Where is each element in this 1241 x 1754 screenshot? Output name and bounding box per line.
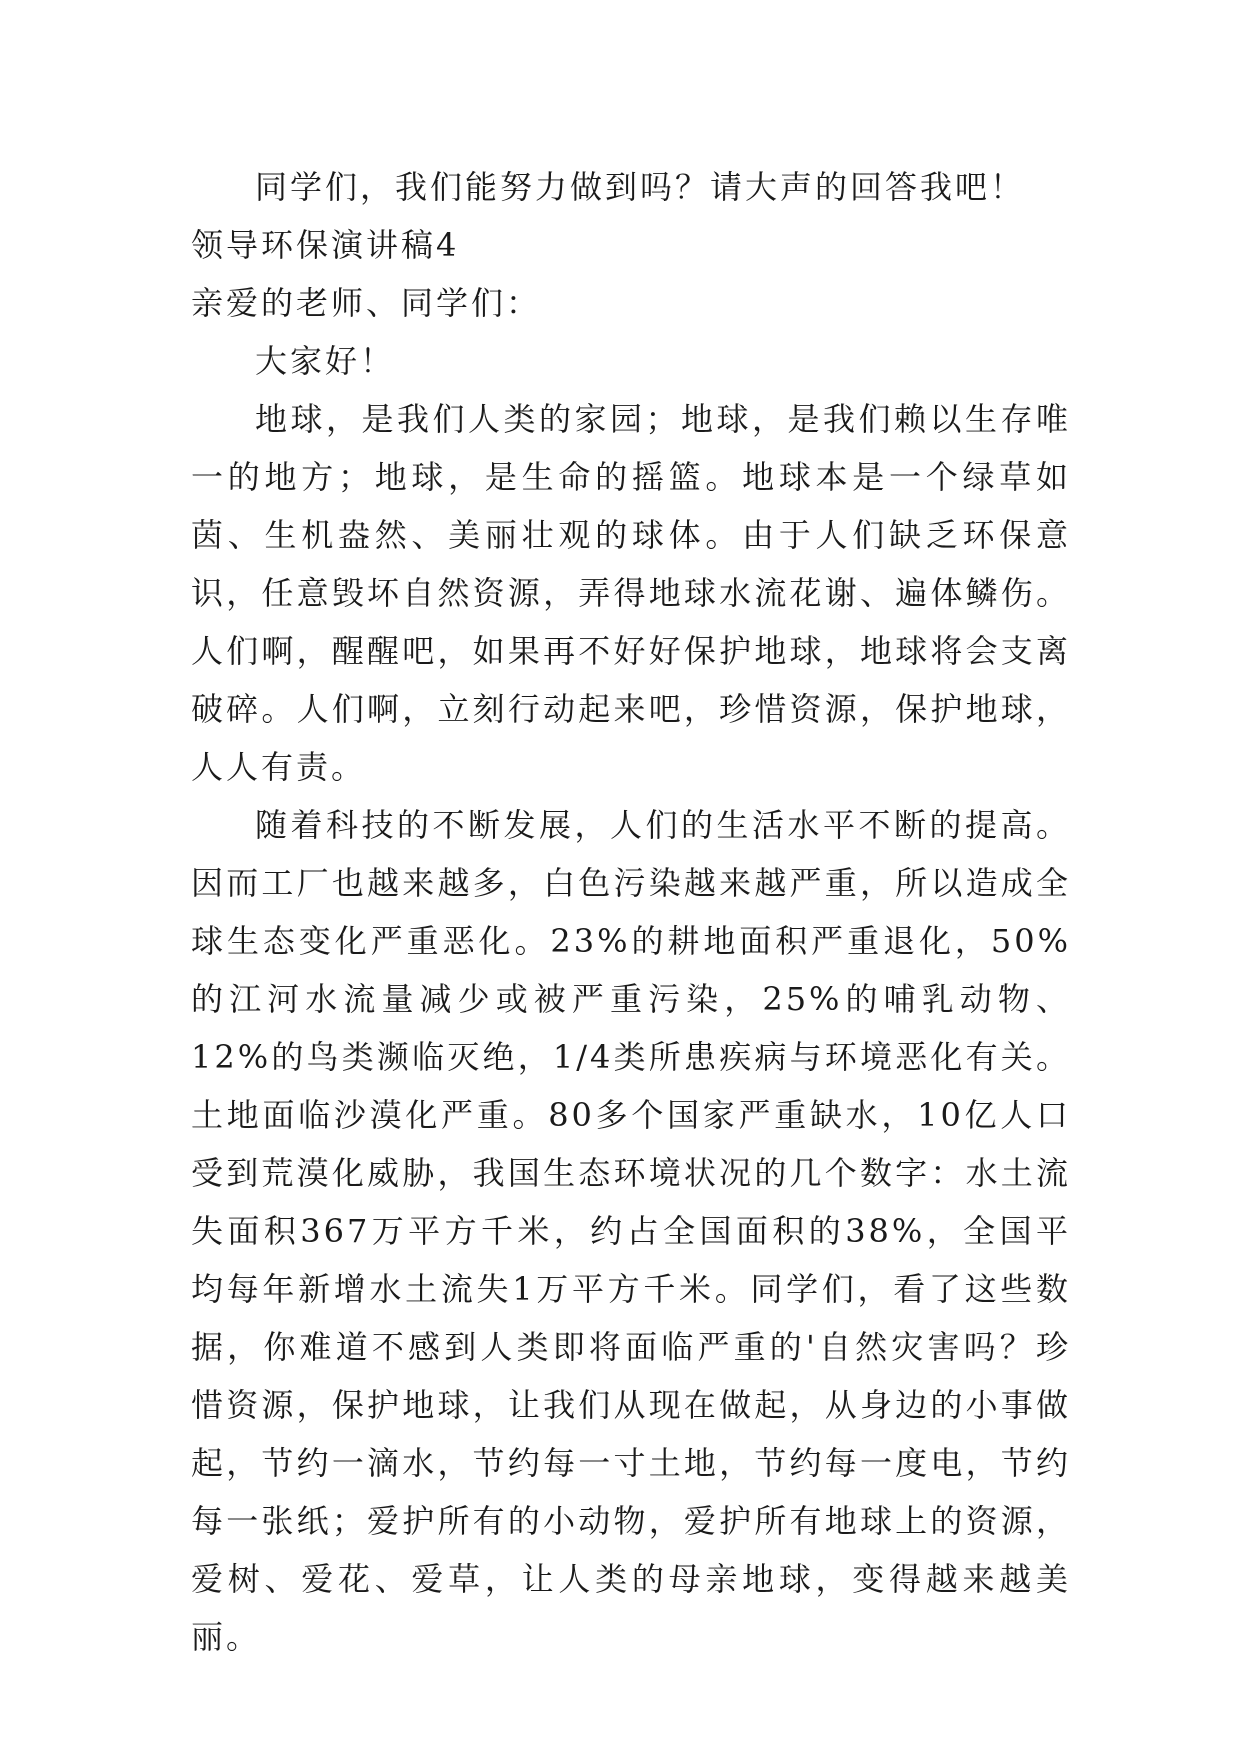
body-paragraph-1: 地球，是我们人类的家园；地球，是我们赖以生存唯一的地方；地球，是生命的摇篮。地球本是一个绿草如茵、生机盎然、美丽壮观的球体。由于人们缺乏环保意识，任意毁坏自然资源，弄得地球水流花谢、遍体鳞伤。人们啊，醒醒吧，如果再不好好保护地球，地球将会支离破碎。人们啊，立刻行动起来吧，珍惜资源，保护地球，人人有责。 [191, 400, 1071, 786]
greeting: 大家好！ [255, 342, 396, 380]
document-page [191, 158, 1071, 1666]
body-paragraph-2: 随着科技的不断发展，人们的生活水平不断的提高。因而工厂也越来越多，白色污染越来越严重，所以造成全球生态变化严重恶化。23%的耕地面积严重退化，50%的江河水流量减少或被严重污染，25%的哺乳动物、12%的鸟类濒临灭绝，1/4类所患疾病与环境恶化有关。土地面临沙漠化严重。80多个国家严重缺水，10亿人口受到荒漠化威胁，我国生态环境状况的几个数字：水土流失面积367万平方千米，约占全国面积的38%，全国平均每年新增水土流失1万平方千米。同学们，看了这些数据，你难道不感到人类即将面临严重的'自然灾害吗？珍惜资源，保护地球，让我们从现在做起，从身边的小事做起，节约一滴水，节约每一寸土地，节约每一度电，节约每一张纸；爱护所有的小动物，爱护所有地球上的资源，爱树、爱花、爱草，让人类的母亲地球，变得越来越美丽。 [191, 806, 1071, 1656]
salutation: 亲爱的老师、同学们： [191, 284, 542, 322]
document-title: 领导环保演讲稿4 [191, 226, 460, 264]
opening-line: 同学们，我们能努力做到吗？请大声的回答我吧！ [255, 168, 1026, 206]
